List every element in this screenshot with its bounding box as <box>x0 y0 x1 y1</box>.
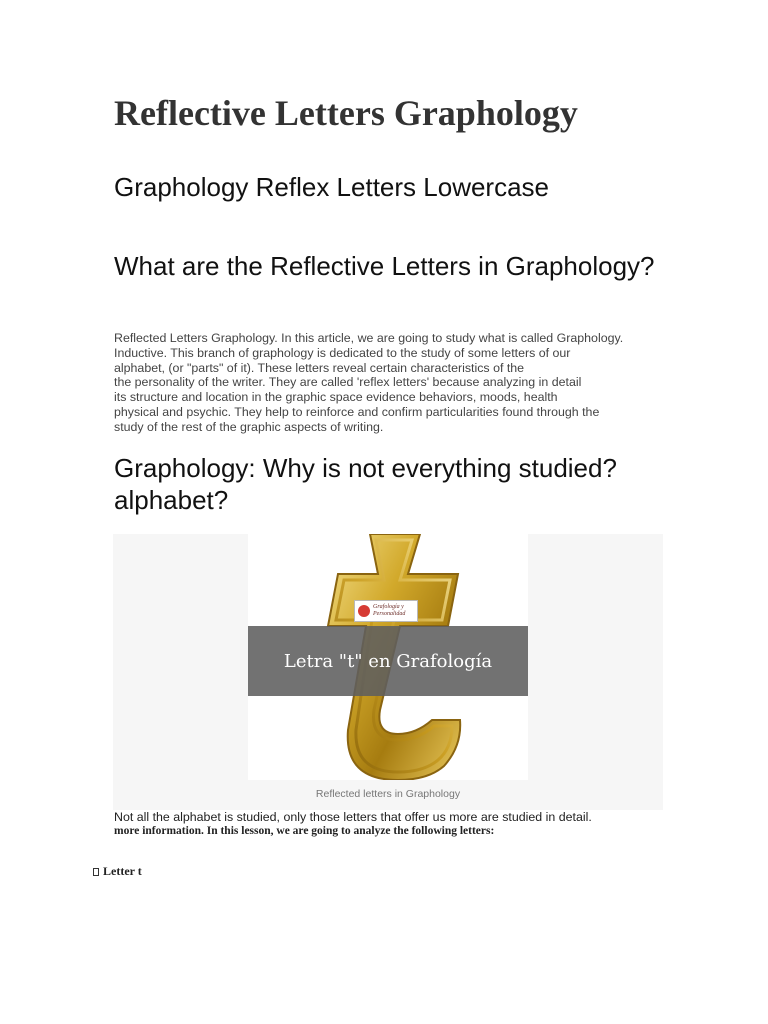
section-heading-what: What are the Reflective Letters in Graphology? <box>114 251 655 281</box>
figure-image <box>248 534 528 780</box>
page-subtitle: Graphology Reflex Letters Lowercase <box>114 172 550 202</box>
section-heading-why: Graphology: Why is not everything studied? alphabet? <box>114 453 617 515</box>
figure-caption: Reflected letters in Graphology <box>315 788 461 800</box>
brand-logo <box>354 600 418 622</box>
paragraph-line: Inductive. This branch of graphology is dedicated to the study of some letters of our <box>114 345 571 360</box>
paragraph-line: physical and psychic. They help to reinforce and confirm particularities found through the <box>114 404 600 419</box>
paragraph-line: the personality of the writer. They are called 'reflex letters' because analyzing in detail <box>114 375 582 390</box>
logo-text-line: Personalidad <box>373 611 406 617</box>
paragraph-line: study of the rest of the graphic aspects of writing. <box>114 419 384 434</box>
body-paragraph: Not all the alphabet is studied, only those letters that offer us more are studied in detail. <box>114 810 592 824</box>
article-figure <box>113 534 663 810</box>
list-item-label: Letter t <box>103 864 142 878</box>
bullet-icon <box>93 868 99 876</box>
page-title: Reflective Letters Graphology <box>114 93 578 133</box>
body-paragraph-bold: more information. In this lesson, we are going to analyze the following letters: <box>114 825 495 837</box>
logo-text-line: Grafología y <box>373 604 404 610</box>
list-item <box>93 864 142 879</box>
image-banner: Letra "t" en Grafología <box>248 626 528 696</box>
paragraph-line: Reflected Letters Graphology. In this article, we are going to study what is called Graphology. <box>114 331 624 345</box>
paragraph-line: its structure and location in the graphic space evidence behaviors, moods, health <box>114 390 558 405</box>
logo-icon <box>358 605 370 617</box>
paragraph-line: alphabet, (or "parts" of it). These letters reveal certain characteristics of the <box>114 360 525 375</box>
intro-paragraph <box>114 331 634 435</box>
